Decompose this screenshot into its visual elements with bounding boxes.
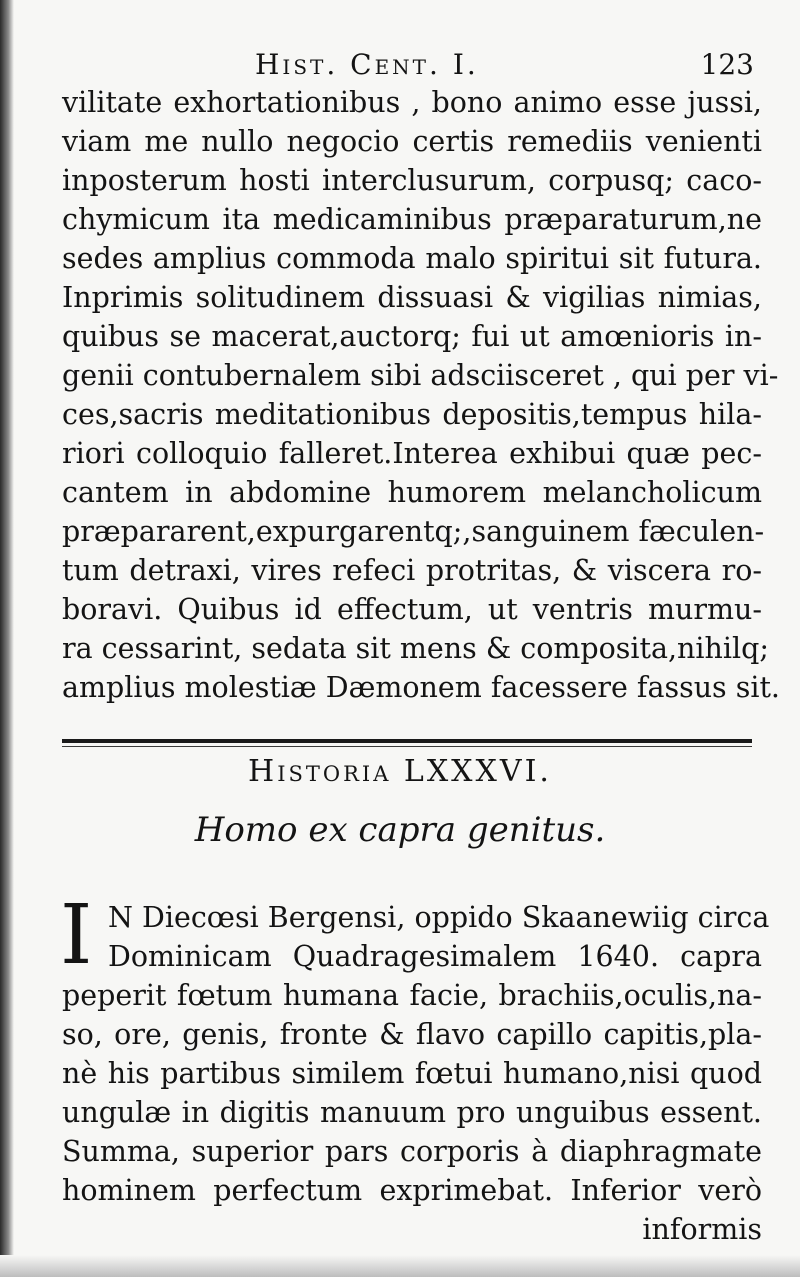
text-line: cantem in abdomine humorem melancholicum (62, 476, 762, 509)
section-divider (62, 739, 752, 743)
text-line: chymicum ita medicaminibus præparaturum,ne (62, 203, 762, 236)
text-line: præpararent,expurgarentq;,sanguinem fæculen- (62, 515, 765, 548)
text-line: amplius molestiæ Dæmonem facessere fassus sit. (62, 671, 780, 704)
page-bottom-shadow (0, 1255, 800, 1277)
text-line: boravi. Quibus id effectum, ut ventris murmu- (62, 593, 762, 626)
text-line: quibus se macerat,auctorq; fui ut amœnioris in- (62, 320, 762, 353)
section-divider-thin (62, 746, 752, 747)
drop-cap: I (60, 888, 93, 983)
text-line: ra cessarint, sedata sit mens & composita,nihilq; (62, 632, 769, 665)
text-line: vilitate exhortationibus , bono animo esse jussi, (62, 86, 762, 119)
text-line: riori colloquio falleret.Interea exhibui quæ pec- (62, 437, 762, 470)
text-line: so, ore, genis, fronte & flavo capillo capitis,pla- (62, 1018, 762, 1051)
text-line: viam me nullo negocio certis remediis venienti (62, 125, 762, 158)
text-line: ungulæ in digitis manuum pro unguibus essent. (62, 1096, 762, 1129)
text-line: Summa, superior pars corporis à diaphragmate (62, 1135, 762, 1168)
text-line: Dominicam Quadragesimalem 1640. capra (108, 940, 762, 973)
text-line: tum detraxi, vires refeci protritas, & viscera ro- (62, 554, 762, 587)
text-line: peperit fœtum humana facie, brachiis,oculis,na- (62, 979, 762, 1012)
text-line: inposterum hosti interclusurum, corpusq; caco- (62, 164, 762, 197)
text-line: hominem perfectum exprimebat. Inferior verò (62, 1174, 762, 1207)
text-line: informis (642, 1213, 762, 1246)
text-line: Inprimis solitudinem dissuasi & vigilias nimias, (62, 281, 762, 314)
page-number: 123 (700, 48, 754, 81)
page-gutter-shadow (0, 0, 14, 1277)
text-line: sedes amplius commoda malo spiritui sit futura. (62, 242, 762, 275)
paragraph-2 (60, 888, 770, 1249)
running-head: Hist. Cent. I. (255, 48, 479, 81)
section-heading: Historia LXXXVI. (248, 754, 552, 789)
paragraph-1 (62, 83, 780, 707)
text-line: genii contubernalem sibi adsciisceret , qui per vi- (62, 359, 779, 392)
section-subtitle: Homo ex capra genitus. (194, 810, 606, 850)
page-header (60, 48, 760, 88)
text-line: ces,sacris meditationibus depositis,tempus hila- (62, 398, 762, 431)
text-line: nè his partibus similem fœtui humano,nisi quod (62, 1057, 762, 1090)
text-line: N Diecœsi Bergensi, oppido Skaanewiig circa (108, 901, 770, 934)
